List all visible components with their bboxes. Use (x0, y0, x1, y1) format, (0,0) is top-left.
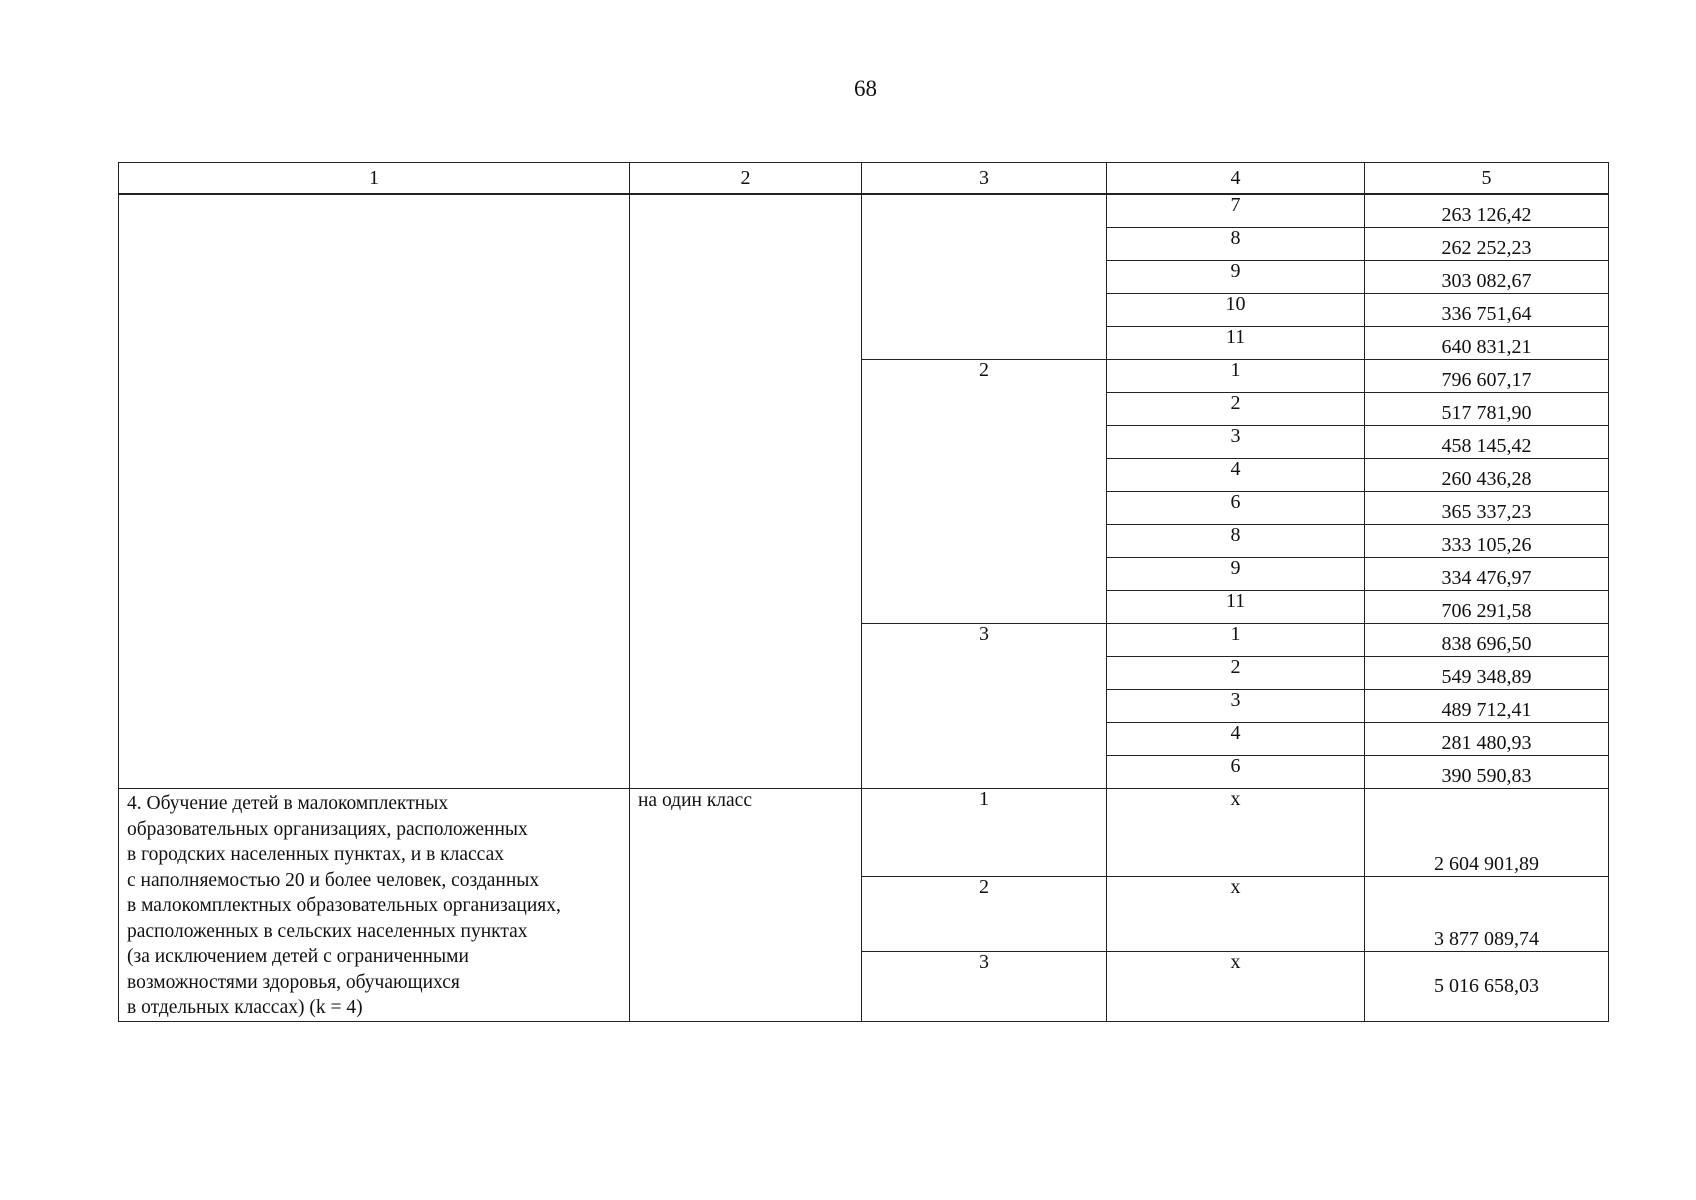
amount-cell: 334 476,97 (1365, 558, 1609, 591)
table-row (119, 194, 1609, 228)
grade-cell: 11 (1107, 591, 1365, 624)
amount-cell: 489 712,41 (1365, 690, 1609, 723)
description-line: в городских населенных пунктах, и в классах (127, 844, 504, 865)
group-cell: 1 (862, 789, 1107, 877)
amount-cell: 336 751,64 (1365, 294, 1609, 327)
grade-cell: х (1107, 951, 1365, 1021)
tariff-table (118, 162, 1609, 1022)
grade-cell: 8 (1107, 228, 1365, 261)
amount-cell: 3 877 089,74 (1365, 877, 1609, 951)
amount-cell: 517 781,90 (1365, 393, 1609, 426)
amount-cell: 333 105,26 (1365, 525, 1609, 558)
section-description (119, 789, 630, 1022)
amount-cell: 549 348,89 (1365, 657, 1609, 690)
amount-cell: 262 252,23 (1365, 228, 1609, 261)
group-cell: 2 (862, 877, 1107, 951)
description-line: в отдельных классах) (k = 4) (127, 997, 363, 1018)
amount-cell: 458 145,42 (1365, 426, 1609, 459)
grade-cell: х (1107, 877, 1365, 951)
amount-cell: 281 480,93 (1365, 723, 1609, 756)
header-cell: 3 (862, 163, 1107, 195)
amount-cell: 640 831,21 (1365, 327, 1609, 360)
grade-cell: 8 (1107, 525, 1365, 558)
table-row (119, 789, 1609, 877)
grade-cell: 10 (1107, 294, 1365, 327)
description-line: (за исключением детей с ограниченными (127, 946, 469, 967)
grade-cell: 6 (1107, 492, 1365, 525)
amount-cell: 263 126,42 (1365, 194, 1609, 228)
description-line: в малокомплектных образовательных организациях, (127, 895, 561, 916)
grade-cell: 4 (1107, 723, 1365, 756)
header-cell: 5 (1365, 163, 1609, 195)
grade-cell: 3 (1107, 690, 1365, 723)
grade-cell: 9 (1107, 261, 1365, 294)
grade-cell: х (1107, 789, 1365, 877)
description-line: расположенных в сельских населенных пунктах (127, 920, 528, 942)
grade-cell: 4 (1107, 459, 1365, 492)
grade-cell: 1 (1107, 624, 1365, 657)
header-cell: 4 (1107, 163, 1365, 195)
grade-cell: 2 (1107, 657, 1365, 690)
group-cell: 2 (862, 360, 1107, 624)
description-cell-continued (119, 194, 630, 789)
header-cell: 1 (119, 163, 630, 195)
grade-cell: 11 (1107, 327, 1365, 360)
grade-cell: 9 (1107, 558, 1365, 591)
amount-cell: 706 291,58 (1365, 591, 1609, 624)
amount-cell: 390 590,83 (1365, 756, 1609, 789)
group-cell: 3 (862, 624, 1107, 789)
grade-cell: 7 (1107, 194, 1365, 228)
header-row (119, 163, 1609, 195)
page-number: 68 (854, 76, 877, 101)
header-cell: 2 (630, 163, 862, 195)
grade-cell: 6 (1107, 756, 1365, 789)
grade-cell: 2 (1107, 393, 1365, 426)
grade-cell: 1 (1107, 360, 1365, 393)
amount-cell: 838 696,50 (1365, 624, 1609, 657)
group-cell (862, 194, 1107, 360)
unit-cell-continued (630, 194, 862, 789)
description-line: 4. Обучение детей в малокомплектных (127, 793, 449, 814)
group-cell: 3 (862, 951, 1107, 1021)
description-line: образовательных организациях, расположенных (127, 818, 528, 840)
description-line: с наполняемостью 20 и более человек, созданных (127, 869, 540, 891)
amount-cell: 796 607,17 (1365, 360, 1609, 393)
amount-cell: 303 082,67 (1365, 261, 1609, 294)
unit-cell: на один класс (630, 789, 862, 1022)
amount-cell: 365 337,23 (1365, 492, 1609, 525)
amount-cell: 2 604 901,89 (1365, 789, 1609, 877)
amount-cell: 5 016 658,03 (1365, 951, 1609, 1021)
amount-cell: 260 436,28 (1365, 459, 1609, 492)
description-line: возможностями здоровья, обучающихся (127, 971, 460, 993)
grade-cell: 3 (1107, 426, 1365, 459)
